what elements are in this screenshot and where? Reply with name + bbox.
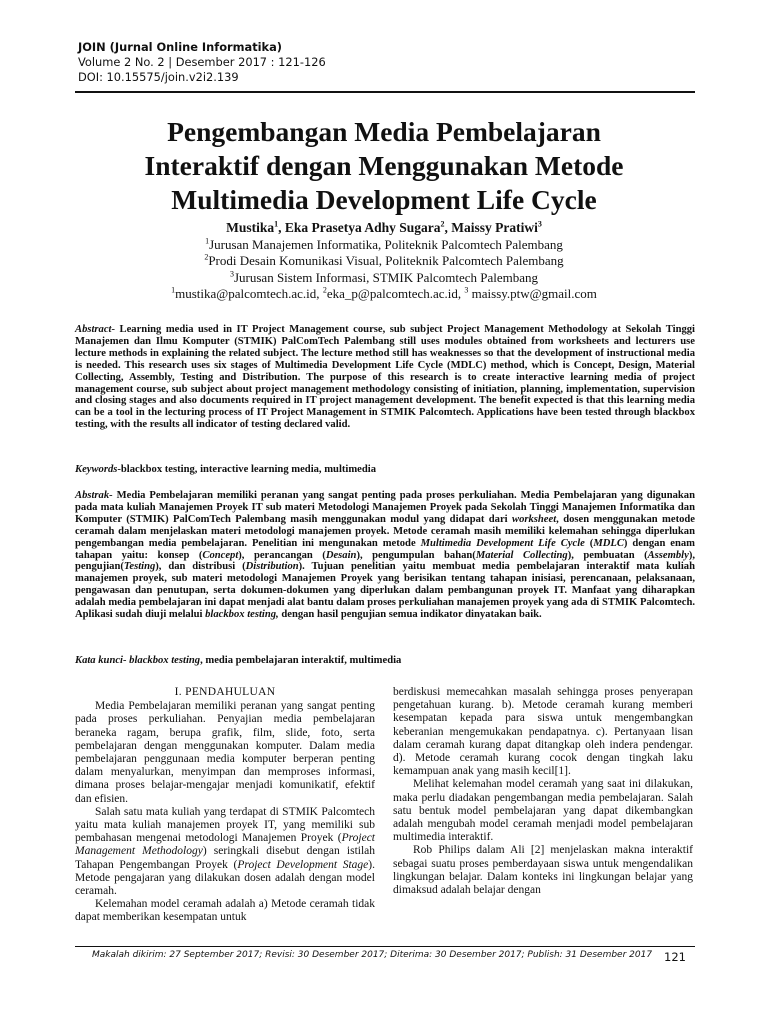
abstrak-text: ), pembuatan ( [567,549,648,561]
email-sup: 2 [322,285,327,295]
email-sup: 3 [464,285,469,295]
abstrak-italic: blackbox testing, [205,609,279,621]
keywords-label: Keywords [75,464,118,475]
affiliation-text: Prodi Desain Komunikasi Visual, Politeknik Palcomtech Palembang [208,253,564,268]
abstrak-text: ), dan distribusi ( [155,561,246,573]
paper-title [70,115,698,217]
author-sep: , [278,220,285,235]
abstrak-italic: Multimedia Development Life Cycle [420,537,585,549]
keywords-indonesian [75,655,695,667]
body-paragraph [75,806,375,898]
abstrak-text: dengan hasil pengujian semua indikator dinyatakan baik. [278,609,542,621]
affiliation-text: Jurusan Sistem Informasi, STMIK Palcomtech Palembang [233,269,538,285]
journal-doi: DOI: 10.15575/join.v2i2.139 [78,70,239,84]
title-line-1: Pengembangan Media Pembelajaran [167,116,601,147]
author-sep: , [444,220,452,235]
title-line-3: Multimedia Development Life Cycle [171,184,597,215]
affiliation-text: Jurusan Manajemen Informatika, Politeknik Palcomtech Palembang [209,236,563,252]
author-3-sup: 3 [537,219,542,229]
body-paragraph: berdiskusi memecahkan masalah sehingga proses penyerapan pengetahuan kurang. b). Metode ceramah kurang memberi kesempatan kepada para siswa untuk mengembangkan keberanian mengemukakan pendapatnya. c). Pertanyaan lisan dalam ceramah kurang dapat ditangkap oleh indera pendengar. d). Metode ceramah kurang cocok dengan tingkah laku kemampuan anak yang masih kecil[1]. [393,686,693,778]
email-2: eka_p@palcomtech.ac.id, [326,286,465,301]
abstrak-italic: MDLC [593,537,624,549]
abstract-english [75,324,695,431]
abstrak-text: ). Tujuan penelitian yaitu membuat media pembelajaran interaktif mata kuliah manajemen proyek, sub materi metodologi Manajemen Proyek yang berisikan tentang tahapan inisiasi, perencanaan, pelaksanaan, pengawasan dan penutupan, serta dokumen-dokumen yang diperlukan dalam pembangunan proyek IT. Manfaat yang diharapkan adalah media pembelajaran ini dapat menjadi alat bantu dalam proses perkuliahan manajemen proyek yang ada di STMIK Palcomtech. Aplikasi sudah diuji melalui [75,561,695,621]
body-column-left [75,686,375,925]
author-1: Mustika [226,220,275,235]
email-1: mustika@palcomtech.ac.id, [175,286,323,301]
body-paragraph: Media Pembelajaran memiliki peranan yang sangat penting pada proses perkuliahan. Penyajian media pembelajaran beraneka ragam, berupa grafik, film, slide, foto, serta pembelajaran dengan menggunakan komputer. Dalam media pembelajaran penggunaan media komputer berperan penting dalam menyalurkan, menyimpan dan memproses informasi, dimana proses belajar-mengajar menjadi komunikatif, efektif dan efisien. [75,700,375,805]
email-sup: 1 [171,285,176,295]
abstrak-italic: Assembly [647,549,689,561]
kata-kunci-text: , media pembelajaran interaktif, multimedia [200,655,402,666]
abstrak-italic: Distribution [245,561,299,573]
body-text: ). Metode pengajaran yang dilakukan dosen adalah dengan model ceramah. [75,858,376,898]
abstrak-italic: worksheet [512,513,557,525]
abstract-indonesian [75,490,695,621]
body-paragraph: Kelemahan model ceramah adalah a) Metode ceramah tidak dapat memberikan kesempatan untuk [75,898,375,924]
abstract-text: Learning media used in IT Project Management course, sub subject Project Management Methodology at Sekolah Tinggi Manajemen dan Ilmu Komputer (STMIK) PalComTech Palembang still uses modules obtained from worksheets and lecturers use lecture methods in explaining the related subject. The lecture method still has weaknesses so that the development of instructional media is needed. This research uses six stages of Multimedia Development Life Cycle (MDLC) method, which is Concept, Design, Material Collecting, Assembly, Testing and Distribution. The purpose of this research is to create interactive learning media of project management course, sub subject about project management methodology consisting of initiation, planning, implementation, supervision and closing stages and also documents required in IT project management development. The benefit expected is that this learning media can be a tool in the lecturing process of IT Project Management in STMIK Palcomtech. Applications have been tested through blackbox testing, with the results all indicator of testing declared valid. [75,324,695,431]
abstrak-italic: Material Collecting [475,549,568,561]
section-heading: I. PENDAHULUAN [174,686,276,698]
abstract-label: Abstract- [75,324,116,335]
author-2: Eka Prasetya Adhy Sugara [284,220,441,235]
journal-volume: Volume 2 No. 2 | Desember 2017 : 121-126 [78,55,326,69]
journal-name: JOIN (Jurnal Online Informatika) [78,40,283,54]
author-names [70,220,698,237]
abstrak-italic: Desain [325,549,357,561]
header-rule [75,91,695,93]
affiliation-sup: 1 [205,236,210,246]
abstrak-text: , dosen menggunakan metode ceramah dalam menjelaskan materi metodologi manajemen proyek. Metode ceramah masih memiliki kelemahan sehingga diperlukan pengembangan media pembelajaran. Penelitian ini mengunakan metode [75,513,695,549]
body-text: ) seringkali disebut dengan istilah Tahapan Pengembangan Proyek ( [75,845,376,871]
abstrak-text: ) dengan enam tahapan yaitu: konsep ( [75,537,695,561]
body-column-right [393,686,693,897]
abstrak-text: ), perancangan ( [238,549,326,561]
author-emails [70,286,698,303]
body-paragraph: Rob Philips dalam Ali [2] menjelaskan makna interaktif sebagai suatu proses pemberdayaan siswa untuk mengendalikan lingkungan belajar. Dalam konteks ini lingkungan belajar yang dimaksud adalah belajar dengan [393,844,693,897]
kata-kunci-label: Kata kunci- blackbox testing [75,655,201,666]
keywords-text: -blackbox testing, interactive learning media, multimedia [117,464,377,475]
title-line-2: Interaktif dengan Menggunakan Metode [144,150,624,181]
affiliation-3 [70,270,698,287]
abstrak-text: ( [584,537,594,549]
abstrak-italic: Concept [202,549,239,561]
affiliation-2 [70,253,698,270]
submission-dates: Makalah dikirim: 27 September 2017; Revisi: 30 Desember 2017; Diterima: 30 Desember 2017; Publish: 31 Desember 2017 [92,950,653,960]
abstrak-text: ), pengumpulan bahan( [356,549,476,561]
abstrak-text: ), pengujian( [75,549,695,573]
author-1-sup: 1 [274,219,279,229]
author-2-sup: 2 [440,219,445,229]
abstrak-text: Media Pembelajaran memiliki peranan yang sangat penting pada proses perkuliahan. Media Pembelajaran yang digunakan pada mata kuliah Manajemen Proyek IT sub materi Metodologi Manajemen Proyek pada Sekolah Tinggi Manajemen Informatika dan Komputer (STMIK) PalComTech Palembang masih menggunakan modul yang didapat dari [75,490,695,525]
body-italic: Project Development Stage [237,858,369,871]
journal-header [78,40,326,85]
page-number: 121 [664,950,686,964]
body-text: Salah satu mata kuliah yang terdapat di STMIK Palcomtech yaitu mata kuliah manajemen proyek IT, yang memiliki sub pembahasan mengenai metodologi Manajemen Proyek ( [75,805,375,845]
keywords-english [75,464,695,476]
footer-rule [75,946,695,947]
email-3: maissy.ptw@gmail.com [468,286,597,301]
body-italic: Project Management Methodology [75,832,375,858]
body-paragraph: Melihat kelemahan model ceramah yang saat ini dilakukan, maka perlu diadakan pengembangan media pembelajaran. Salah satu bentuk model pembelajaran yang dapat dikembangkan adalah mengubah model ceramah menjadi model pembelajaran multimedia interaktif. [393,778,693,844]
author-3: Maissy Pratiwi [451,220,538,235]
affiliation-1 [70,237,698,254]
abstrak-label: Abstrak- [75,490,113,501]
affiliation-sup: 2 [204,252,209,262]
affiliation-sup: 3 [229,269,234,279]
abstrak-italic: Testing [123,561,156,573]
author-block [70,220,698,303]
